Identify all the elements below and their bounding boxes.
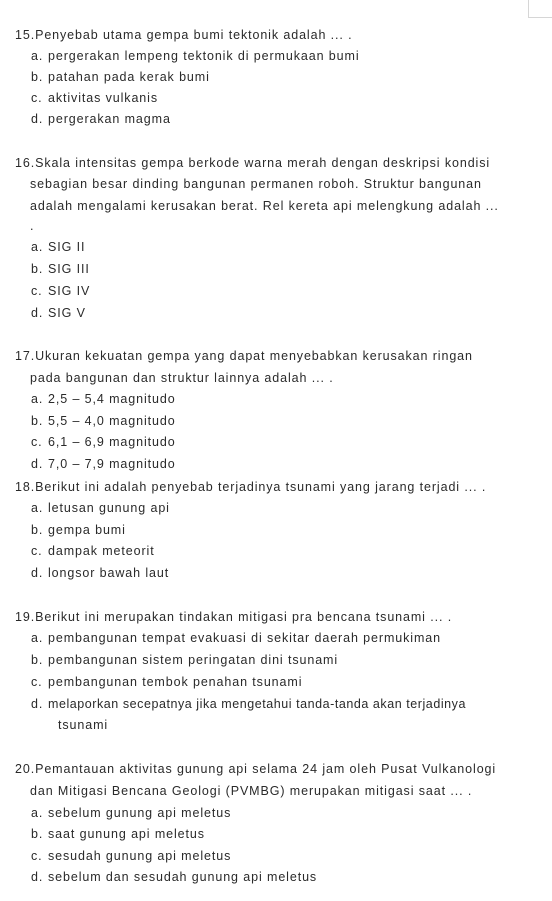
question-text: Berikut ini merupakan tindakan mitigasi pra bencana tsunami ... . bbox=[35, 610, 453, 624]
question-17-stem bbox=[15, 348, 473, 364]
option-text: SIG V bbox=[48, 306, 86, 320]
question-20-stem-line-2: dan Mitigasi Bencana Geologi (PVMBG) merupakan mitigasi saat ... . bbox=[30, 784, 473, 798]
question-text: Ukuran kekuatan gempa yang dapat menyebabkan kerusakan ringan bbox=[35, 349, 473, 363]
option-letter: b. bbox=[31, 414, 44, 428]
question-16-stem-line-2: sebagian besar dinding bangunan permanen roboh. Struktur bangunan bbox=[30, 177, 482, 191]
option-letter: c. bbox=[31, 91, 43, 105]
question-text: Penyebab utama gempa bumi tektonik adalah ... . bbox=[35, 28, 353, 42]
question-16-option-b[interactable] bbox=[31, 261, 90, 277]
option-letter: d. bbox=[31, 306, 44, 320]
option-letter: a. bbox=[31, 392, 44, 406]
option-text: letusan gunung api bbox=[48, 501, 170, 515]
option-letter: b. bbox=[31, 523, 44, 537]
question-text: Skala intensitas gempa berkode warna merah dengan deskripsi kondisi bbox=[35, 156, 491, 170]
question-18-option-b[interactable] bbox=[31, 522, 126, 538]
option-text: melaporkan secepatnya jika mengetahui tanda-tanda akan terjadinya bbox=[48, 697, 466, 711]
option-text: SIG III bbox=[48, 262, 90, 276]
option-letter: a. bbox=[31, 49, 44, 63]
option-text: 7,0 – 7,9 magnitudo bbox=[48, 457, 176, 471]
option-letter: d. bbox=[31, 566, 44, 580]
page-corner-frame bbox=[528, 0, 552, 18]
question-text: Berikut ini adalah penyebab terjadinya tsunami yang jarang terjadi ... . bbox=[35, 480, 487, 494]
question-15-stem bbox=[15, 27, 353, 43]
question-20-stem bbox=[15, 761, 496, 777]
option-text: sesudah gunung api meletus bbox=[48, 849, 232, 863]
option-text: dampak meteorit bbox=[48, 544, 155, 558]
option-text: 6,1 – 6,9 magnitudo bbox=[48, 435, 176, 449]
option-text: SIG IV bbox=[48, 284, 91, 298]
option-letter: b. bbox=[31, 827, 44, 841]
option-text: aktivitas vulkanis bbox=[48, 91, 158, 105]
question-20-option-d[interactable] bbox=[31, 869, 317, 885]
option-letter: b. bbox=[31, 70, 44, 84]
question-16-stem-line-3: adalah mengalami kerusakan berat. Rel kereta api melengkung adalah ... bbox=[30, 199, 499, 213]
option-letter: c. bbox=[31, 849, 43, 863]
question-18-option-d[interactable] bbox=[31, 565, 169, 581]
question-17-option-a[interactable] bbox=[31, 391, 176, 407]
question-19-option-a[interactable] bbox=[31, 630, 441, 646]
question-18-option-c[interactable] bbox=[31, 543, 155, 559]
question-20-option-b[interactable] bbox=[31, 826, 205, 842]
question-number: 19. bbox=[15, 610, 36, 624]
question-15-option-a[interactable] bbox=[31, 48, 360, 64]
question-number: 16. bbox=[15, 156, 36, 170]
question-15-option-b[interactable] bbox=[31, 69, 210, 85]
option-letter: d. bbox=[31, 697, 44, 711]
option-text: pembangunan sistem peringatan dini tsunami bbox=[48, 653, 339, 667]
question-20-option-a[interactable] bbox=[31, 805, 231, 821]
option-letter: a. bbox=[31, 631, 44, 645]
option-letter: c. bbox=[31, 284, 43, 298]
question-16-option-a[interactable] bbox=[31, 239, 85, 255]
question-18-stem bbox=[15, 479, 486, 495]
question-16-option-c[interactable] bbox=[31, 283, 90, 299]
option-letter: b. bbox=[31, 653, 44, 667]
option-letter: d. bbox=[31, 112, 44, 126]
option-text: longsor bawah laut bbox=[48, 566, 170, 580]
question-17-option-b[interactable] bbox=[31, 413, 176, 429]
option-text: saat gunung api meletus bbox=[48, 827, 205, 841]
option-letter: c. bbox=[31, 544, 43, 558]
option-text: 5,5 – 4,0 magnitudo bbox=[48, 414, 176, 428]
option-text: pergerakan lempeng tektonik di permukaan bumi bbox=[48, 49, 360, 63]
option-letter: a. bbox=[31, 806, 44, 820]
question-15-option-c[interactable] bbox=[31, 90, 158, 106]
option-text: gempa bumi bbox=[48, 523, 126, 537]
option-letter: c. bbox=[31, 435, 43, 449]
question-17-stem-line-2: pada bangunan dan struktur lainnya adalah ... . bbox=[30, 371, 334, 385]
question-20-option-c[interactable] bbox=[31, 848, 231, 864]
option-text: SIG II bbox=[48, 240, 86, 254]
question-16-stem-line-4: . bbox=[30, 219, 35, 233]
option-text: pembangunan tembok penahan tsunami bbox=[48, 675, 303, 689]
question-17-option-d[interactable] bbox=[31, 456, 176, 472]
option-letter: b. bbox=[31, 262, 44, 276]
question-19-option-d[interactable] bbox=[31, 696, 466, 712]
question-16-option-d[interactable] bbox=[31, 305, 86, 321]
question-15-option-d[interactable] bbox=[31, 111, 171, 127]
question-19-option-b[interactable] bbox=[31, 652, 338, 668]
option-text: sebelum gunung api meletus bbox=[48, 806, 232, 820]
question-18-option-a[interactable] bbox=[31, 500, 170, 516]
option-letter: d. bbox=[31, 457, 44, 471]
option-letter: c. bbox=[31, 675, 43, 689]
question-number: 17. bbox=[15, 349, 36, 363]
option-text: pembangunan tempat evakuasi di sekitar daerah permukiman bbox=[48, 631, 441, 645]
question-number: 15. bbox=[15, 28, 36, 42]
question-19-stem bbox=[15, 609, 452, 625]
option-letter: a. bbox=[31, 240, 44, 254]
question-19-option-d-continuation: tsunami bbox=[58, 718, 109, 732]
question-17-option-c[interactable] bbox=[31, 434, 176, 450]
question-number: 18. bbox=[15, 480, 36, 494]
option-text: sebelum dan sesudah gunung api meletus bbox=[48, 870, 318, 884]
question-16-stem bbox=[15, 155, 490, 171]
option-text: patahan pada kerak bumi bbox=[48, 70, 210, 84]
question-19-option-c[interactable] bbox=[31, 674, 302, 690]
option-letter: d. bbox=[31, 870, 44, 884]
option-text: 2,5 – 5,4 magnitudo bbox=[48, 392, 176, 406]
option-letter: a. bbox=[31, 501, 44, 515]
question-text: Pemantauan aktivitas gunung api selama 24 jam oleh Pusat Vulkanologi bbox=[35, 762, 497, 776]
question-number: 20. bbox=[15, 762, 36, 776]
option-text: pergerakan magma bbox=[48, 112, 171, 126]
